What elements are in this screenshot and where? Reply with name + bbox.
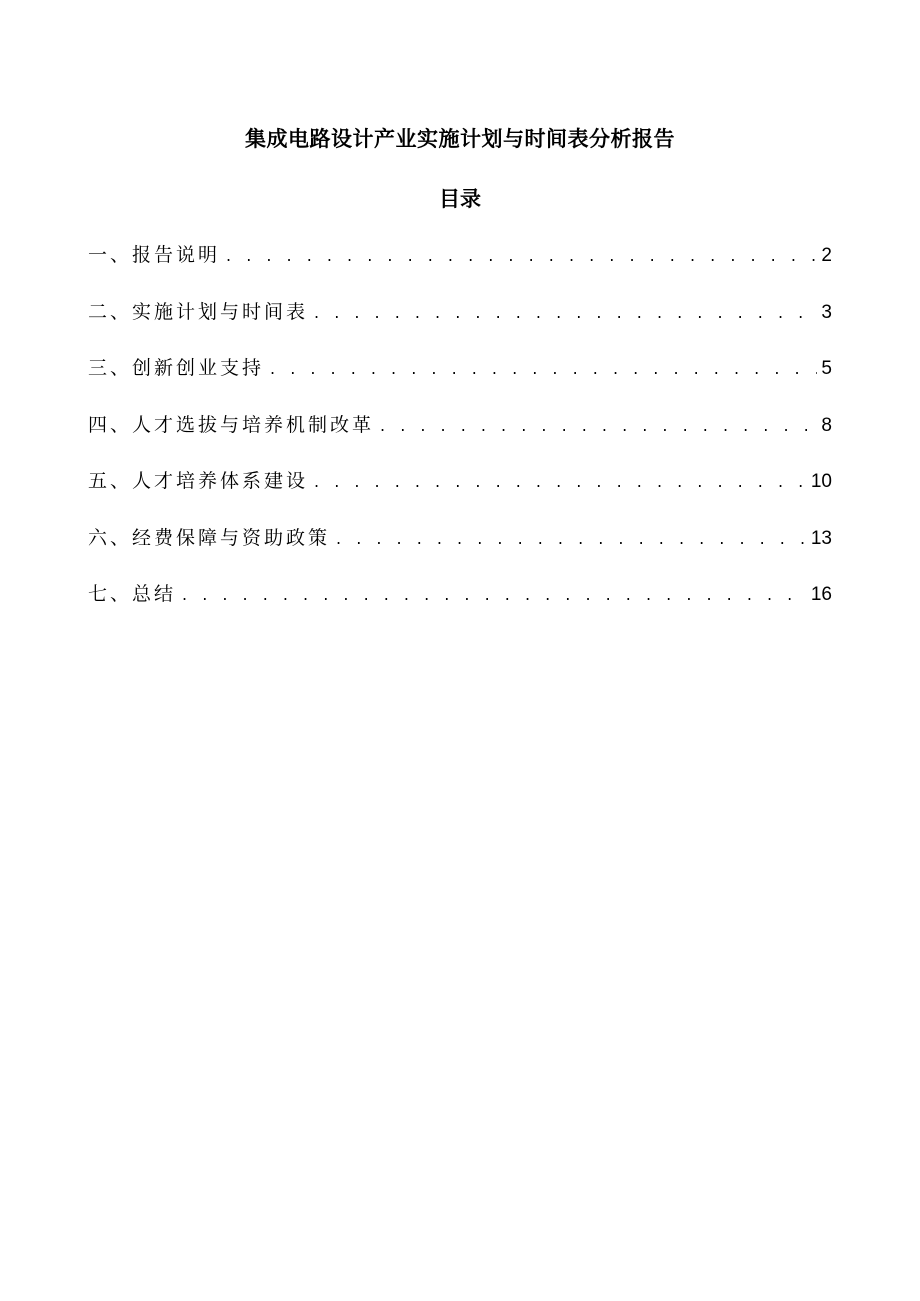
toc-entry[interactable] [88,353,832,410]
toc-entry-label: 三、创新创业支持 [88,357,265,379]
toc-entry-page-number: 10 [810,471,832,492]
toc-entry-label: 七、总结 [88,583,177,605]
toc-entry-page-number: 5 [821,358,832,379]
document-title: 集成电路设计产业实施计划与时间表分析报告 [245,126,675,151]
toc-dot-leader [314,298,817,328]
toc-entry[interactable] [88,466,832,523]
toc-entry[interactable] [88,523,832,580]
table-of-contents [88,240,832,636]
toc-entry-page-number: 16 [810,584,832,605]
toc-dot-leader [314,467,807,497]
toc-dot-leader [182,580,807,610]
toc-entry-page-number: 8 [821,414,832,436]
toc-entry[interactable] [88,410,832,467]
toc-entry-label: 二、实施计划与时间表 [88,300,309,323]
toc-dot-leader [380,411,817,441]
toc-entry-label: 五、人才培养体系建设 [88,470,309,492]
toc-entry-page-number: 2 [821,245,832,266]
toc-dot-leader [226,241,817,271]
toc-entry-label: 一、报告说明 [88,244,221,266]
toc-entry[interactable] [88,297,832,354]
toc-entry-page-number: 3 [821,301,832,323]
toc-heading: 目录 [439,186,481,211]
toc-entry-label: 四、人才选拔与培养机制改革 [88,413,375,436]
toc-entry[interactable] [88,240,832,297]
toc-dot-leader [336,524,807,554]
toc-entry-page-number: 13 [810,527,832,549]
toc-dot-leader [270,354,817,384]
toc-entry-label: 六、经费保障与资助政策 [88,526,331,549]
toc-entry[interactable] [88,579,832,636]
